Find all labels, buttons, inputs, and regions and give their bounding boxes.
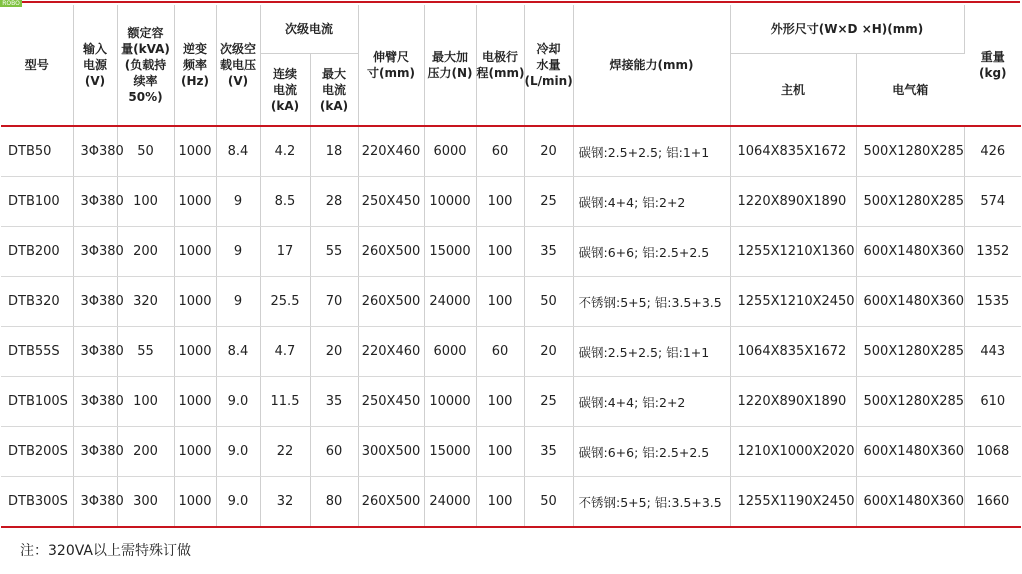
cell-model: DTB200S bbox=[1, 427, 73, 477]
cell-welding-capacity: 不锈钢:5+5; 铝:3.5+3.5 bbox=[573, 477, 730, 528]
header-line: 电源 bbox=[82, 58, 107, 72]
footnote: 注：320VA以上需特殊订做 bbox=[20, 543, 191, 559]
cell-continuous-current: 25.5 bbox=[260, 277, 310, 327]
header-line: 最大加 bbox=[432, 50, 469, 64]
header-secondary-current: 次级电流 bbox=[260, 5, 358, 54]
header-line: (负载持 bbox=[124, 58, 167, 72]
header-max-pressure bbox=[424, 5, 476, 126]
cell-welding-capacity: 碳钢:6+6; 铝:2.5+2.5 bbox=[573, 427, 730, 477]
cell-frequency: 1000 bbox=[174, 177, 216, 227]
cell-max-current: 28 bbox=[310, 177, 358, 227]
table-row bbox=[1, 126, 1021, 177]
cell-max-current: 60 bbox=[310, 427, 358, 477]
cell-voltage: 8.4 bbox=[216, 327, 260, 377]
cell-voltage: 9 bbox=[216, 277, 260, 327]
cell-weight: 1535 bbox=[964, 277, 1021, 327]
header-line: 连续 bbox=[272, 66, 297, 81]
header-continuous-current bbox=[260, 54, 310, 127]
header-cooling-water bbox=[524, 5, 573, 126]
header-rated-capacity bbox=[117, 5, 174, 126]
cell-frequency: 1000 bbox=[174, 126, 216, 177]
header-line: 量(kVA) bbox=[121, 42, 170, 56]
cell-arm-size: 250X450 bbox=[358, 377, 424, 427]
cell-max-current: 35 bbox=[310, 377, 358, 427]
cell-electrode-stroke: 100 bbox=[476, 277, 524, 327]
cell-weight: 1660 bbox=[964, 477, 1021, 528]
table-row bbox=[1, 377, 1021, 427]
header-electric-box: 电气箱 bbox=[856, 54, 964, 127]
cell-cooling-water: 20 bbox=[524, 126, 573, 177]
cell-cooling-water: 25 bbox=[524, 377, 573, 427]
cell-electric-box-size: 500X1280X285 bbox=[856, 126, 964, 177]
cell-welding-capacity: 碳钢:4+4; 铝:2+2 bbox=[573, 377, 730, 427]
cell-capacity: 320 bbox=[117, 277, 174, 327]
cell-main-unit-size: 1255X1190X2450 bbox=[730, 477, 856, 528]
header-line: 冷却 bbox=[536, 42, 561, 56]
cell-electrode-stroke: 100 bbox=[476, 177, 524, 227]
cell-capacity: 100 bbox=[117, 177, 174, 227]
cell-electric-box-size: 600X1480X360 bbox=[856, 427, 964, 477]
cell-max-current: 70 bbox=[310, 277, 358, 327]
cell-capacity: 300 bbox=[117, 477, 174, 528]
cell-voltage: 9 bbox=[216, 177, 260, 227]
cell-electric-box-size: 600X1480X360 bbox=[856, 227, 964, 277]
cell-arm-size: 260X500 bbox=[358, 277, 424, 327]
cell-main-unit-size: 1255X1210X2450 bbox=[730, 277, 856, 327]
cell-input-power: 3Φ380 bbox=[73, 126, 117, 177]
cell-continuous-current: 32 bbox=[260, 477, 310, 528]
cell-input-power: 3Φ380 bbox=[73, 377, 117, 427]
cell-welding-capacity: 碳钢:2.5+2.5; 铝:1+1 bbox=[573, 126, 730, 177]
header-line: (V) bbox=[84, 74, 106, 88]
cell-capacity: 100 bbox=[117, 377, 174, 427]
cell-frequency: 1000 bbox=[174, 477, 216, 528]
cell-continuous-current: 17 bbox=[260, 227, 310, 277]
cell-max-current: 80 bbox=[310, 477, 358, 528]
cell-frequency: 1000 bbox=[174, 427, 216, 477]
cell-arm-size: 220X460 bbox=[358, 126, 424, 177]
cell-capacity: 200 bbox=[117, 227, 174, 277]
brand-logo: ROBO bbox=[0, 0, 22, 7]
header-line: 电极行 bbox=[482, 50, 519, 64]
cell-weight: 1068 bbox=[964, 427, 1021, 477]
cell-electric-box-size: 500X1280X285 bbox=[856, 177, 964, 227]
cell-max-pressure: 10000 bbox=[424, 177, 476, 227]
cell-electric-box-size: 600X1480X360 bbox=[856, 277, 964, 327]
header-line: 程(mm) bbox=[476, 66, 525, 80]
cell-continuous-current: 22 bbox=[260, 427, 310, 477]
cell-max-current: 20 bbox=[310, 327, 358, 377]
cell-continuous-current: 4.2 bbox=[260, 126, 310, 177]
header-welding-capacity: 焊接能力(mm) bbox=[573, 5, 730, 126]
cell-electric-box-size: 500X1280X285 bbox=[856, 327, 964, 377]
cell-main-unit-size: 1064X835X1672 bbox=[730, 126, 856, 177]
cell-arm-size: 220X460 bbox=[358, 327, 424, 377]
cell-electrode-stroke: 100 bbox=[476, 477, 524, 528]
cell-weight: 574 bbox=[964, 177, 1021, 227]
cell-max-pressure: 6000 bbox=[424, 126, 476, 177]
table-row bbox=[1, 277, 1021, 327]
cell-continuous-current: 8.5 bbox=[260, 177, 310, 227]
header-line: 电流 bbox=[272, 82, 297, 97]
cell-input-power: 3Φ380 bbox=[73, 327, 117, 377]
header-weight bbox=[964, 5, 1021, 126]
cell-cooling-water: 50 bbox=[524, 477, 573, 528]
cell-arm-size: 260X500 bbox=[358, 227, 424, 277]
header-line: 寸(mm) bbox=[367, 66, 415, 80]
cell-capacity: 200 bbox=[117, 427, 174, 477]
cell-electrode-stroke: 100 bbox=[476, 227, 524, 277]
cell-voltage: 9.0 bbox=[216, 477, 260, 528]
header-line: (kg) bbox=[979, 66, 1007, 80]
cell-main-unit-size: 1064X835X1672 bbox=[730, 327, 856, 377]
header-line: 额定容 bbox=[127, 26, 164, 40]
cell-model: DTB100 bbox=[1, 177, 73, 227]
header-line: 电流 bbox=[322, 82, 347, 97]
table-row bbox=[1, 427, 1021, 477]
header-input-power bbox=[73, 5, 117, 126]
cell-voltage: 9 bbox=[216, 227, 260, 277]
cell-max-pressure: 15000 bbox=[424, 427, 476, 477]
header-line: 50%) bbox=[128, 90, 163, 104]
cell-capacity: 55 bbox=[117, 327, 174, 377]
cell-main-unit-size: 1220X890X1890 bbox=[730, 377, 856, 427]
header-line: 输入 bbox=[82, 42, 107, 56]
header-inverter-frequency bbox=[174, 5, 216, 126]
cell-weight: 610 bbox=[964, 377, 1021, 427]
cell-input-power: 3Φ380 bbox=[73, 227, 117, 277]
cell-voltage: 9.0 bbox=[216, 377, 260, 427]
cell-arm-size: 250X450 bbox=[358, 177, 424, 227]
cell-weight: 1352 bbox=[964, 227, 1021, 277]
header-line: 最大 bbox=[322, 66, 347, 81]
cell-model: DTB50 bbox=[1, 126, 73, 177]
spec-table bbox=[1, 5, 1021, 528]
header-line: 逆变 bbox=[182, 42, 207, 56]
header-line: 水量 bbox=[536, 58, 561, 72]
cell-voltage: 8.4 bbox=[216, 126, 260, 177]
table-row bbox=[1, 177, 1021, 227]
cell-frequency: 1000 bbox=[174, 327, 216, 377]
cell-input-power: 3Φ380 bbox=[73, 427, 117, 477]
header-secondary-voltage bbox=[216, 5, 260, 126]
cell-main-unit-size: 1210X1000X2020 bbox=[730, 427, 856, 477]
table-row bbox=[1, 227, 1021, 277]
cell-cooling-water: 20 bbox=[524, 327, 573, 377]
cell-max-pressure: 6000 bbox=[424, 327, 476, 377]
cell-input-power: 3Φ380 bbox=[73, 177, 117, 227]
header-max-current bbox=[310, 54, 358, 127]
header-electrode-stroke bbox=[476, 5, 524, 126]
header-line: 压力(N) bbox=[427, 66, 473, 80]
cell-cooling-water: 50 bbox=[524, 277, 573, 327]
cell-welding-capacity: 碳钢:4+4; 铝:2+2 bbox=[573, 177, 730, 227]
table-body bbox=[1, 126, 1021, 527]
cell-max-current: 18 bbox=[310, 126, 358, 177]
header-line: (Hz) bbox=[181, 74, 209, 88]
cell-model: DTB200 bbox=[1, 227, 73, 277]
header-line: (kA) bbox=[270, 98, 300, 113]
header-line: (kA) bbox=[319, 98, 349, 113]
cell-model: DTB100S bbox=[1, 377, 73, 427]
cell-electric-box-size: 600X1480X360 bbox=[856, 477, 964, 528]
cell-frequency: 1000 bbox=[174, 377, 216, 427]
cell-cooling-water: 35 bbox=[524, 227, 573, 277]
cell-model: DTB55S bbox=[1, 327, 73, 377]
header-line: (V) bbox=[227, 74, 249, 88]
cell-electrode-stroke: 100 bbox=[476, 377, 524, 427]
header-line: 重量 bbox=[980, 50, 1005, 64]
cell-capacity: 50 bbox=[117, 126, 174, 177]
cell-cooling-water: 35 bbox=[524, 427, 573, 477]
cell-input-power: 3Φ380 bbox=[73, 277, 117, 327]
cell-model: DTB320 bbox=[1, 277, 73, 327]
table-row bbox=[1, 477, 1021, 528]
cell-continuous-current: 4.7 bbox=[260, 327, 310, 377]
cell-electrode-stroke: 60 bbox=[476, 327, 524, 377]
cell-cooling-water: 25 bbox=[524, 177, 573, 227]
cell-welding-capacity: 碳钢:6+6; 铝:2.5+2.5 bbox=[573, 227, 730, 277]
cell-max-pressure: 24000 bbox=[424, 477, 476, 528]
cell-continuous-current: 11.5 bbox=[260, 377, 310, 427]
header-model: 型号 bbox=[1, 5, 73, 126]
cell-voltage: 9.0 bbox=[216, 427, 260, 477]
header-line: 伸臂尺 bbox=[373, 50, 410, 64]
header-line: 次级空 bbox=[219, 42, 256, 56]
table-row bbox=[1, 327, 1021, 377]
cell-electric-box-size: 500X1280X285 bbox=[856, 377, 964, 427]
cell-weight: 426 bbox=[964, 126, 1021, 177]
top-red-line bbox=[0, 1, 1020, 3]
cell-welding-capacity: 碳钢:2.5+2.5; 铝:1+1 bbox=[573, 327, 730, 377]
cell-max-pressure: 10000 bbox=[424, 377, 476, 427]
cell-electrode-stroke: 60 bbox=[476, 126, 524, 177]
header-main-unit: 主机 bbox=[730, 54, 856, 127]
cell-frequency: 1000 bbox=[174, 227, 216, 277]
cell-welding-capacity: 不锈钢:5+5; 铝:3.5+3.5 bbox=[573, 277, 730, 327]
cell-frequency: 1000 bbox=[174, 277, 216, 327]
cell-max-pressure: 24000 bbox=[424, 277, 476, 327]
header-arm-size bbox=[358, 5, 424, 126]
cell-electrode-stroke: 100 bbox=[476, 427, 524, 477]
header-line: (L/min) bbox=[524, 74, 573, 88]
cell-arm-size: 300X500 bbox=[358, 427, 424, 477]
cell-main-unit-size: 1255X1210X1360 bbox=[730, 227, 856, 277]
cell-model: DTB300S bbox=[1, 477, 73, 528]
cell-arm-size: 260X500 bbox=[358, 477, 424, 528]
header-line: 续率 bbox=[133, 74, 158, 88]
cell-max-pressure: 15000 bbox=[424, 227, 476, 277]
header-line: 载电压 bbox=[219, 58, 256, 72]
cell-input-power: 3Φ380 bbox=[73, 477, 117, 528]
cell-max-current: 55 bbox=[310, 227, 358, 277]
cell-weight: 443 bbox=[964, 327, 1021, 377]
cell-main-unit-size: 1220X890X1890 bbox=[730, 177, 856, 227]
header-dimensions: 外形尺寸(W×D ×H)(mm) bbox=[730, 5, 964, 54]
header-line: 频率 bbox=[182, 58, 207, 72]
